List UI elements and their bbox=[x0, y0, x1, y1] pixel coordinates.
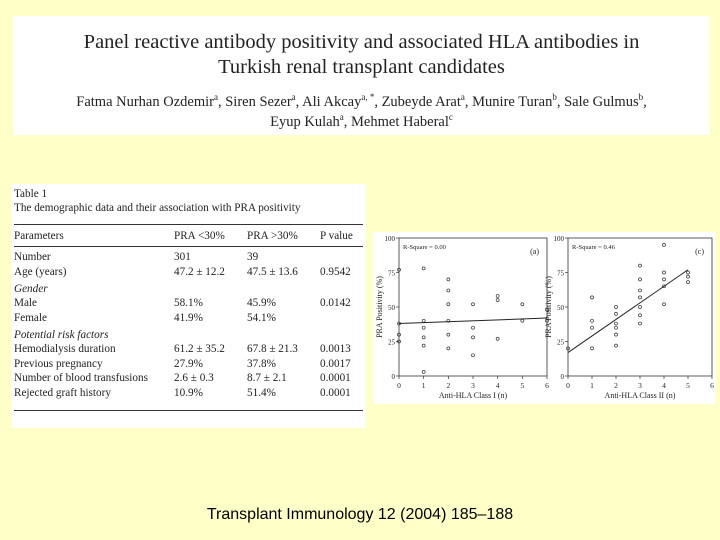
table-cell: 0.0017 bbox=[320, 357, 351, 370]
table-cell: 0.0001 bbox=[320, 372, 351, 384]
table-cell: 47.5 ± 13.6 bbox=[247, 265, 298, 278]
x-tick-label: 1 bbox=[421, 381, 426, 390]
y-tick-label: 25 bbox=[388, 338, 395, 347]
y-axis-label: PRA Positivity (%) bbox=[375, 276, 384, 338]
table-cell: Female bbox=[14, 311, 47, 324]
table-cell: Hemodialysis duration bbox=[14, 343, 116, 355]
table-cell: 0.0001 bbox=[320, 386, 351, 399]
y-tick-label: 0 bbox=[560, 373, 564, 381]
data-point bbox=[472, 354, 475, 357]
data-point bbox=[615, 326, 618, 329]
data-point bbox=[447, 347, 450, 350]
data-point bbox=[422, 344, 425, 347]
x-tick-label: 4 bbox=[495, 381, 500, 390]
y-tick-label: 0 bbox=[391, 373, 395, 381]
table-section-label: Gender bbox=[14, 283, 48, 295]
table-bottom-rule bbox=[14, 410, 363, 411]
data-point bbox=[663, 278, 666, 281]
table-cell: 0.0142 bbox=[320, 297, 351, 309]
data-point bbox=[663, 271, 666, 274]
table-cell: 51.4% bbox=[247, 386, 276, 399]
table-cell: 54.1% bbox=[247, 311, 276, 324]
x-tick-label: 3 bbox=[638, 381, 642, 390]
data-point bbox=[422, 326, 425, 329]
data-point bbox=[591, 326, 594, 329]
author-name: Munire Turan bbox=[472, 93, 553, 110]
x-axis-label: Anti-HLA Class II (n) bbox=[604, 391, 676, 400]
plot-frame bbox=[568, 238, 712, 376]
data-point bbox=[639, 306, 642, 309]
data-point bbox=[447, 333, 450, 336]
data-point bbox=[663, 303, 666, 306]
author-affiliation-mark: a bbox=[460, 92, 465, 102]
x-tick-label: 5 bbox=[520, 381, 525, 390]
x-axis-label: Anti-HLA Class I (n) bbox=[438, 391, 508, 400]
panel-label: (c) bbox=[695, 247, 704, 256]
data-point bbox=[591, 296, 594, 299]
data-point bbox=[472, 303, 475, 306]
data-point bbox=[615, 306, 618, 309]
table-cell: 37.8% bbox=[247, 357, 276, 370]
y-tick-label: 25 bbox=[557, 338, 564, 347]
data-point bbox=[496, 337, 499, 340]
table-cell: 0.0013 bbox=[320, 343, 351, 355]
author-affiliation-mark: a bbox=[213, 92, 218, 102]
table-caption: The demographic data and their association with PRA positivity bbox=[14, 202, 301, 214]
table-cell: 27.9% bbox=[174, 357, 203, 370]
author-list-line-1: Fatma Nurhan Ozdemir$^a$, Siren Sezer$^a$, Ali Akcay$^{a, *}$, Zubeyde Arat$^a$, Munire Turan$^b$, Sale Gulmus$^b$, bbox=[76, 92, 647, 110]
data-point bbox=[472, 326, 475, 329]
demographic-table bbox=[11, 184, 366, 428]
data-point bbox=[422, 319, 425, 322]
data-point bbox=[687, 271, 690, 274]
data-point bbox=[591, 319, 594, 322]
y-tick-label: 100 bbox=[384, 235, 395, 243]
data-point bbox=[615, 322, 618, 325]
data-point bbox=[496, 299, 499, 302]
author-name: Mehmet Haberal bbox=[351, 113, 449, 130]
paper-header bbox=[13, 16, 710, 135]
regression-line bbox=[399, 318, 547, 324]
data-point bbox=[639, 278, 642, 281]
table-cell: 301 bbox=[174, 251, 191, 263]
x-tick-label: 6 bbox=[545, 381, 549, 390]
journal-citation: Transplant Immunology 12 (2004) 185–188 bbox=[206, 506, 514, 523]
author-affiliation-mark: c bbox=[448, 112, 453, 122]
data-point bbox=[639, 264, 642, 267]
r-square-annotation: R-Square = 0.00 bbox=[403, 244, 446, 251]
author-affiliation-mark: a bbox=[291, 92, 296, 102]
table-cell: Male bbox=[14, 297, 37, 309]
data-point bbox=[472, 336, 475, 339]
x-tick-label: 2 bbox=[614, 381, 618, 390]
author-affiliation-mark: b bbox=[638, 92, 644, 102]
author-name: Fatma Nurhan Ozdemir bbox=[76, 93, 214, 110]
data-point bbox=[639, 322, 642, 325]
author-name: Ali Akcay bbox=[302, 93, 362, 110]
regression-line bbox=[568, 270, 688, 353]
table-cell: 45.9% bbox=[247, 297, 276, 309]
table-cell: 41.9% bbox=[174, 311, 203, 324]
data-point bbox=[447, 278, 450, 281]
author-name: Siren Sezer bbox=[225, 93, 292, 110]
table-cell: Age (years) bbox=[14, 265, 67, 278]
data-point bbox=[663, 243, 666, 246]
plot-frame bbox=[399, 238, 547, 376]
author-affiliation-mark: a, * bbox=[361, 92, 375, 102]
x-tick-label: 3 bbox=[471, 381, 475, 390]
table-header-rule bbox=[14, 246, 363, 247]
scatter-plots-svg bbox=[373, 232, 715, 404]
paper-title-line-1: Panel reactive antibody positivity and associated HLA antibodies in bbox=[83, 31, 640, 53]
x-tick-label: 1 bbox=[590, 381, 594, 390]
data-point bbox=[639, 289, 642, 292]
data-point bbox=[447, 303, 450, 306]
panel-label: (a) bbox=[530, 247, 539, 256]
table-cell: 47.2 ± 12.2 bbox=[174, 265, 225, 278]
author-affiliation-mark: a bbox=[339, 112, 344, 122]
y-tick-label: 50 bbox=[557, 304, 564, 312]
x-tick-label: 0 bbox=[397, 381, 401, 390]
r-square-annotation: R-Square = 0.46 bbox=[572, 244, 615, 251]
y-tick-label: 75 bbox=[388, 269, 395, 278]
column-header: PRA <30% bbox=[174, 230, 225, 242]
table-cell: 8.7 ± 2.1 bbox=[247, 372, 287, 384]
x-tick-label: 0 bbox=[566, 381, 570, 390]
x-tick-label: 4 bbox=[662, 381, 666, 390]
data-point bbox=[422, 370, 425, 373]
y-axis-label: PRA Positivity (%) bbox=[544, 276, 553, 338]
data-point bbox=[615, 344, 618, 347]
scatter-plots-panel bbox=[373, 232, 715, 404]
x-tick-label: 6 bbox=[710, 381, 714, 390]
data-point bbox=[521, 319, 524, 322]
paper-title-line-2: Turkish renal transplant candidates bbox=[218, 56, 505, 78]
table-section-label: Potential risk factors bbox=[14, 329, 109, 341]
x-tick-label: 5 bbox=[686, 381, 690, 390]
data-point bbox=[496, 294, 499, 297]
table-cell: 39 bbox=[247, 251, 259, 263]
author-list-line-2: Eyup Kulah$^a$, Mehmet Haberal$^c$ bbox=[270, 112, 453, 130]
data-point bbox=[639, 296, 642, 299]
y-tick-label: 50 bbox=[388, 304, 395, 312]
column-header: PRA >30% bbox=[247, 230, 298, 242]
table-label: Table 1 bbox=[14, 188, 48, 200]
data-point bbox=[422, 267, 425, 270]
x-tick-label: 2 bbox=[446, 381, 451, 390]
table-cell: Number bbox=[14, 251, 51, 263]
data-point bbox=[687, 275, 690, 278]
data-point bbox=[447, 289, 450, 292]
data-point bbox=[615, 312, 618, 315]
author-name: Eyup Kulah bbox=[270, 113, 340, 130]
data-point bbox=[422, 336, 425, 339]
table-cell: 58.1% bbox=[174, 297, 203, 309]
author-name: Sale Gulmus bbox=[564, 93, 639, 110]
data-point bbox=[521, 303, 524, 306]
table-cell: 10.9% bbox=[174, 386, 203, 399]
table-cell: Rejected graft history bbox=[14, 386, 111, 399]
table-cell: Previous pregnancy bbox=[14, 357, 103, 370]
table-cell: 67.8 ± 21.3 bbox=[247, 343, 298, 355]
table-cell: Number of blood transfusions bbox=[14, 372, 148, 384]
y-tick-label: 75 bbox=[557, 269, 564, 278]
author-name: Zubeyde Arat bbox=[381, 93, 461, 110]
table-top-rule bbox=[14, 224, 363, 225]
column-header: Parameters bbox=[14, 230, 64, 242]
column-header: P value bbox=[320, 230, 353, 242]
data-point bbox=[687, 281, 690, 284]
data-point bbox=[615, 333, 618, 336]
table-cell: 0.9542 bbox=[320, 265, 351, 278]
table-cell: 61.2 ± 35.2 bbox=[174, 343, 225, 355]
data-point bbox=[591, 347, 594, 350]
table-cell: 2.6 ± 0.3 bbox=[174, 372, 214, 384]
data-point bbox=[639, 314, 642, 317]
y-tick-label: 100 bbox=[553, 235, 564, 243]
author-affiliation-mark: b bbox=[552, 92, 557, 102]
